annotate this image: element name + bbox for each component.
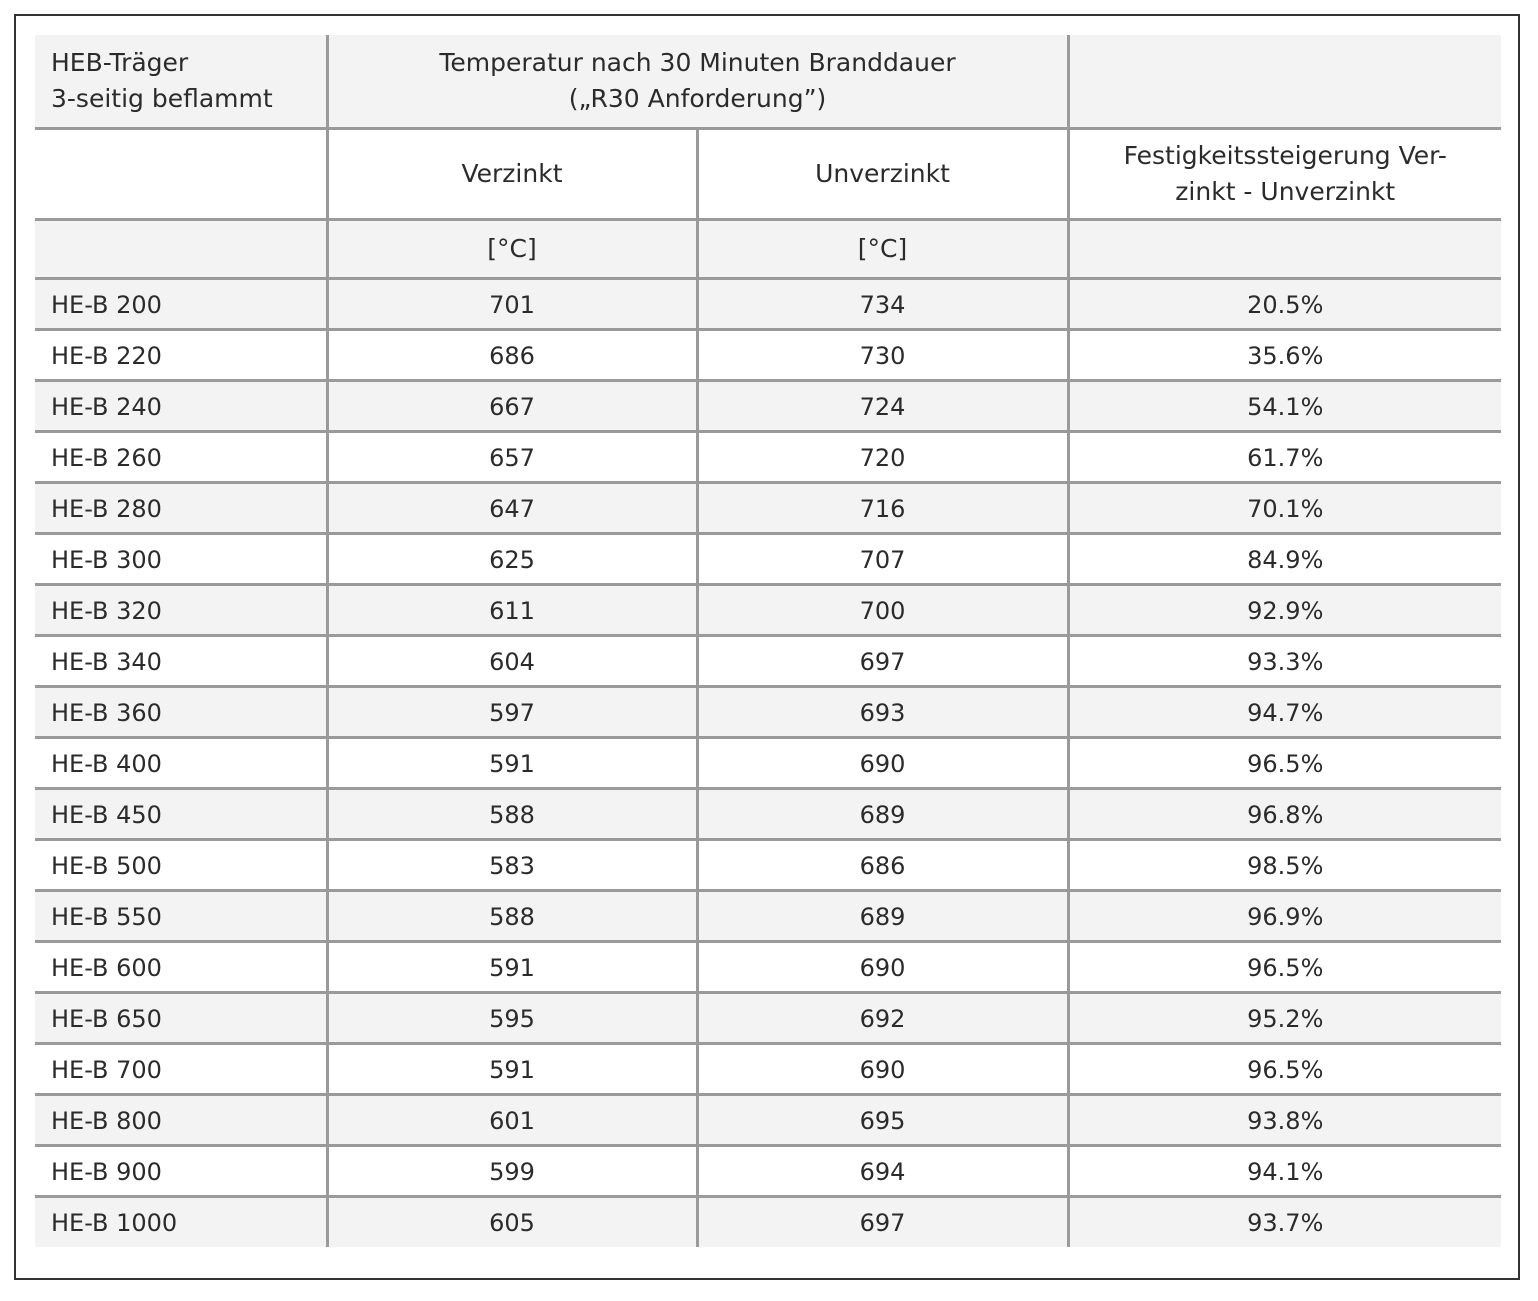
cell-steigerung: 95.2% bbox=[1068, 992, 1501, 1043]
cell-unverzinkt: 730 bbox=[697, 329, 1068, 380]
cell-unverzinkt: 720 bbox=[697, 431, 1068, 482]
cell-verzinkt: 583 bbox=[327, 839, 697, 890]
units-unverzinkt: [°C] bbox=[697, 219, 1068, 278]
cell-verzinkt: 686 bbox=[327, 329, 697, 380]
cell-unverzinkt: 716 bbox=[697, 482, 1068, 533]
cell-unverzinkt: 690 bbox=[697, 737, 1068, 788]
cell-steigerung: 96.9% bbox=[1068, 890, 1501, 941]
cell-profile: HE-B 280 bbox=[35, 482, 327, 533]
header-row-units bbox=[35, 219, 1501, 278]
cell-unverzinkt: 724 bbox=[697, 380, 1068, 431]
cell-verzinkt: 657 bbox=[327, 431, 697, 482]
table-row bbox=[35, 482, 1501, 533]
cell-unverzinkt: 694 bbox=[697, 1145, 1068, 1196]
cell-profile: HE-B 300 bbox=[35, 533, 327, 584]
table-row bbox=[35, 941, 1501, 992]
cell-steigerung: 92.9% bbox=[1068, 584, 1501, 635]
cell-verzinkt: 595 bbox=[327, 992, 697, 1043]
cell-profile: HE-B 320 bbox=[35, 584, 327, 635]
cell-unverzinkt: 692 bbox=[697, 992, 1068, 1043]
table-row bbox=[35, 380, 1501, 431]
cell-unverzinkt: 707 bbox=[697, 533, 1068, 584]
temperature-table bbox=[35, 35, 1501, 1247]
cell-unverzinkt: 686 bbox=[697, 839, 1068, 890]
header-row-2 bbox=[35, 128, 1501, 219]
cell-verzinkt: 625 bbox=[327, 533, 697, 584]
table-row bbox=[35, 329, 1501, 380]
cell-steigerung: 96.8% bbox=[1068, 788, 1501, 839]
cell-profile: HE-B 400 bbox=[35, 737, 327, 788]
cell-profile: HE-B 600 bbox=[35, 941, 327, 992]
cell-verzinkt: 647 bbox=[327, 482, 697, 533]
header-row-1 bbox=[35, 35, 1501, 128]
table-row bbox=[35, 584, 1501, 635]
header-temperature-line2: („R30 Anforderung”) bbox=[568, 83, 827, 113]
cell-steigerung: 98.5% bbox=[1068, 839, 1501, 890]
cell-verzinkt: 599 bbox=[327, 1145, 697, 1196]
cell-unverzinkt: 693 bbox=[697, 686, 1068, 737]
table-row bbox=[35, 1196, 1501, 1247]
cell-profile: HE-B 260 bbox=[35, 431, 327, 482]
cell-steigerung: 93.8% bbox=[1068, 1094, 1501, 1145]
cell-steigerung: 84.9% bbox=[1068, 533, 1501, 584]
header-empty-cell bbox=[1068, 35, 1501, 128]
cell-steigerung: 96.5% bbox=[1068, 1043, 1501, 1094]
header-unverzinkt: Unverzinkt bbox=[697, 128, 1068, 219]
header-temperature-line1: Temperatur nach 30 Minuten Branddauer bbox=[439, 47, 956, 77]
cell-profile: HE-B 650 bbox=[35, 992, 327, 1043]
cell-unverzinkt: 690 bbox=[697, 1043, 1068, 1094]
cell-profile: HE-B 700 bbox=[35, 1043, 327, 1094]
header-profile-line2: 3-seitig beflammt bbox=[51, 83, 273, 113]
header-steigerung-line2: zinkt - Unverzinkt bbox=[1175, 176, 1396, 206]
cell-verzinkt: 591 bbox=[327, 941, 697, 992]
table-row bbox=[35, 890, 1501, 941]
cell-unverzinkt: 697 bbox=[697, 1196, 1068, 1247]
cell-unverzinkt: 734 bbox=[697, 278, 1068, 329]
cell-verzinkt: 611 bbox=[327, 584, 697, 635]
cell-unverzinkt: 689 bbox=[697, 788, 1068, 839]
header-profile-cell bbox=[35, 35, 327, 128]
cell-profile: HE-B 900 bbox=[35, 1145, 327, 1196]
cell-steigerung: 20.5% bbox=[1068, 278, 1501, 329]
header-verzinkt: Verzinkt bbox=[327, 128, 697, 219]
header-temperature-cell bbox=[327, 35, 1068, 128]
cell-profile: HE-B 200 bbox=[35, 278, 327, 329]
cell-unverzinkt: 695 bbox=[697, 1094, 1068, 1145]
table-row bbox=[35, 278, 1501, 329]
cell-steigerung: 96.5% bbox=[1068, 941, 1501, 992]
table-row bbox=[35, 788, 1501, 839]
cell-profile: HE-B 240 bbox=[35, 380, 327, 431]
cell-profile: HE-B 500 bbox=[35, 839, 327, 890]
cell-verzinkt: 588 bbox=[327, 788, 697, 839]
table-row bbox=[35, 737, 1501, 788]
cell-verzinkt: 667 bbox=[327, 380, 697, 431]
units-empty-4 bbox=[1068, 219, 1501, 278]
cell-unverzinkt: 689 bbox=[697, 890, 1068, 941]
cell-steigerung: 93.7% bbox=[1068, 1196, 1501, 1247]
cell-steigerung: 35.6% bbox=[1068, 329, 1501, 380]
cell-steigerung: 94.1% bbox=[1068, 1145, 1501, 1196]
cell-verzinkt: 597 bbox=[327, 686, 697, 737]
cell-profile: HE-B 340 bbox=[35, 635, 327, 686]
header-steigerung-line1: Festigkeitssteigerung Ver- bbox=[1123, 140, 1447, 170]
cell-verzinkt: 701 bbox=[327, 278, 697, 329]
cell-verzinkt: 604 bbox=[327, 635, 697, 686]
cell-unverzinkt: 697 bbox=[697, 635, 1068, 686]
table-row bbox=[35, 839, 1501, 890]
cell-verzinkt: 588 bbox=[327, 890, 697, 941]
cell-profile: HE-B 1000 bbox=[35, 1196, 327, 1247]
units-verzinkt: [°C] bbox=[327, 219, 697, 278]
cell-verzinkt: 601 bbox=[327, 1094, 697, 1145]
table-row bbox=[35, 533, 1501, 584]
cell-profile: HE-B 450 bbox=[35, 788, 327, 839]
cell-steigerung: 54.1% bbox=[1068, 380, 1501, 431]
cell-profile: HE-B 550 bbox=[35, 890, 327, 941]
table-row bbox=[35, 1145, 1501, 1196]
header-steigerung bbox=[1068, 128, 1501, 219]
cell-profile: HE-B 220 bbox=[35, 329, 327, 380]
table-row bbox=[35, 992, 1501, 1043]
cell-verzinkt: 591 bbox=[327, 1043, 697, 1094]
cell-profile: HE-B 800 bbox=[35, 1094, 327, 1145]
units-empty-1 bbox=[35, 219, 327, 278]
table-row bbox=[35, 1043, 1501, 1094]
cell-profile: HE-B 360 bbox=[35, 686, 327, 737]
header-profile-line1: HEB-Träger bbox=[51, 47, 189, 77]
table-row bbox=[35, 1094, 1501, 1145]
table-row bbox=[35, 635, 1501, 686]
table-row bbox=[35, 686, 1501, 737]
cell-steigerung: 94.7% bbox=[1068, 686, 1501, 737]
header-row2-empty bbox=[35, 128, 327, 219]
cell-steigerung: 93.3% bbox=[1068, 635, 1501, 686]
cell-unverzinkt: 690 bbox=[697, 941, 1068, 992]
cell-steigerung: 61.7% bbox=[1068, 431, 1501, 482]
cell-verzinkt: 591 bbox=[327, 737, 697, 788]
cell-steigerung: 96.5% bbox=[1068, 737, 1501, 788]
cell-verzinkt: 605 bbox=[327, 1196, 697, 1247]
table-row bbox=[35, 431, 1501, 482]
cell-steigerung: 70.1% bbox=[1068, 482, 1501, 533]
cell-unverzinkt: 700 bbox=[697, 584, 1068, 635]
